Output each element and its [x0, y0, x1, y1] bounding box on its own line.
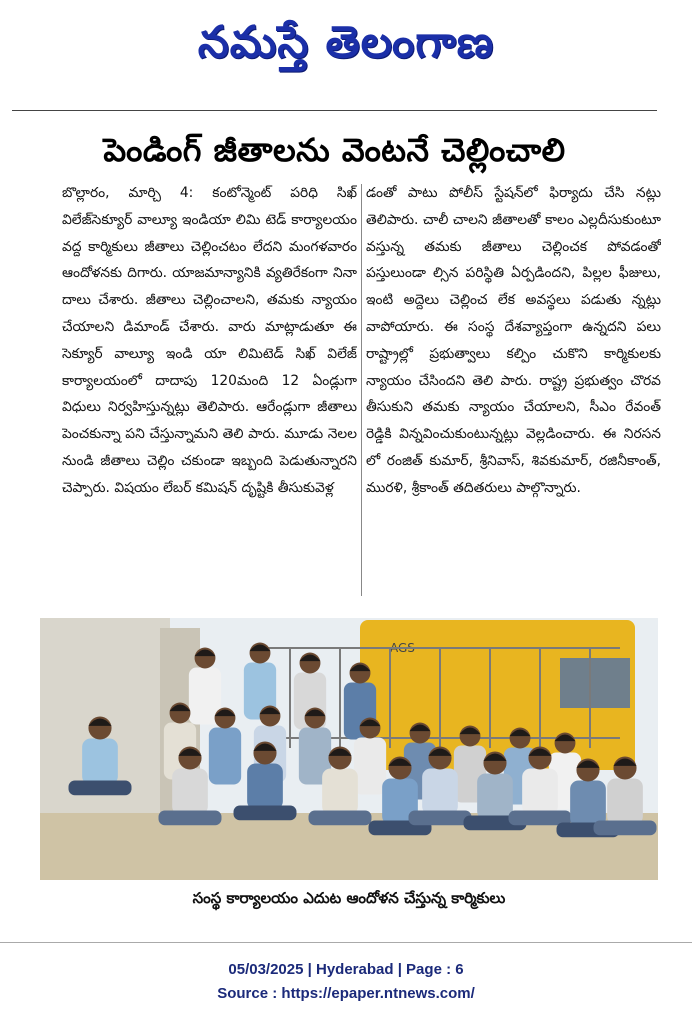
protest-photo — [40, 618, 658, 880]
truck-label: AGS — [390, 641, 415, 655]
footer — [0, 958, 692, 1006]
bottom-divider — [0, 942, 692, 943]
article-headline: పెండింగ్ జీతాలను వెంటనే చెల్లించాలి — [103, 131, 566, 169]
column-divider — [361, 184, 362, 596]
article-column-left: బొల్లారం, మార్చి 4: కంటోన్మెంట్ పరిధి సిఖ్ విలేజ్‌సెక్యూర్ వాల్యూ ఇండియా లిమి టెడ్ కార్యాలయం వద్ద కార్మికులు జీతాలు చెల్లించటం లేదని మంగళవారం ఆందోళనకు దిగారు. యాజమాన్యానికి వ్యతిరేకంగా నినా దాలు చేశారు. జీతాలు చెల్లించాలని, తమకు న్యాయం చేయాలని డిమాండ్ చేశారు. వారు మాట్లాడుతూ ఈ సెక్యూర్ వాల్యూ ఇండి యా లిమిటెడ్ సిఖ్ విలేజ్ కార్యాలయంలో దాదాపు 120మంది 12 ఏండ్లుగా విధులు నిర్వహిస్తున్నట్లు తెలిపారు. ఆరేండ్లుగా జీతాలు పెంచకున్నా పని చేస్తున్నామని తెలి పారు. మూడు నెలల నుండి జీతాలు చెల్లిం చకుండా ఇబ్బంది పెడుతున్నారని చెప్పారు. విషయం లేబర్ కమిషన్ దృష్టికి తీసుకువెళ్ల — [62, 185, 357, 496]
masthead — [0, 0, 692, 95]
top-divider — [12, 110, 657, 111]
article-column-right: డంతో పాటు పోలీస్ స్టేషన్‌లో ఫిర్యాదు చేసి నట్లు తెలిపారు. చాలీ చాలని జీతాలతో కాలం ఎల్లదీసుకుంటూ వస్తున్న తమకు జీతాలు చెల్లించక పోవడంతో పస్తులుండా ల్సిన పరిస్థితి ఏర్పడిందని, పిల్లల ఫీజులు, ఇంటి అద్దెలు చెల్లించ లేక అవస్థలు పడుతు న్నట్లు వాపోయారు. ఈ సంస్థ దేశవ్యాప్తంగా ఉన్నదని పలు రాష్ట్రాల్లో ప్రభుత్వాలు కల్పిం చుకొని కార్మికులకు న్యాయం చేసిందని తెలి పారు. రాష్ట్ర ప్రభుత్వం చొరవ తీసుకుని తమకు న్యాయం చేయాలని, సీఎం రేవంత్ రెడ్డికి విన్నవించుకుంటున్నట్లు వెల్లడించారు. ఈ నిరసన లో రంజిత్ కుమార్, శ్రీనివాస్, శివకుమార్, రజినీకాంత్, మురళి, శ్రీకాంత్ తదితరులు పాల్గొన్నారు. — [366, 185, 661, 496]
photo-caption: సంస్థ కార్యాలయం ఎదుట ఆందోళన చేస్తున్న కార్మికులు — [192, 889, 506, 907]
newspaper-title: నమస్తే తెలంగాణ — [197, 16, 495, 68]
photo-truck-window — [560, 658, 630, 708]
footer-source: Source : https://epaper.ntnews.com/ — [217, 985, 475, 1002]
footer-date-location: 05/03/2025 | Hyderabad | Page : 6 — [228, 961, 464, 978]
